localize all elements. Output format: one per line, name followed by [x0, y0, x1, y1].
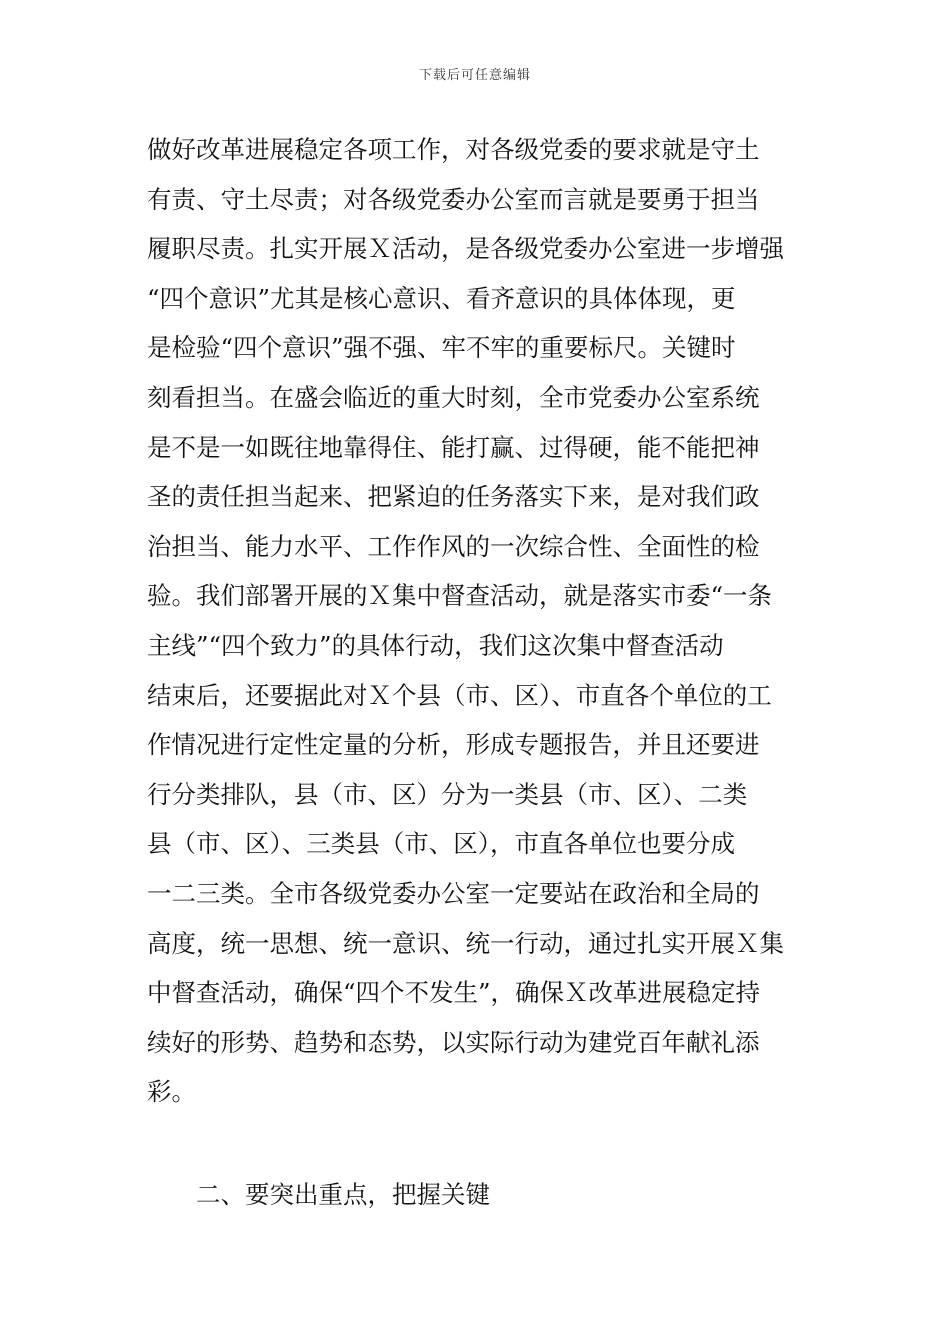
page-header: 下载后可任意编辑: [418, 68, 531, 83]
text-line: 验。我们部署开展的Ｘ集中督查活动，就是落实市委“一条: [147, 581, 773, 611]
section-heading: 二、要突出重点，把握关键: [196, 1180, 490, 1209]
body-paragraph: [147, 125, 817, 1117]
text-line: 结束后，还要据此对Ｘ个县（市、区）、市直各个单位的工: [147, 680, 772, 710]
text-line: “四个意识”尤其是核心意识、看齐意识的具体体现，更: [147, 283, 736, 313]
text-line: 治担当、能力水平、工作作风的一次综合性、全面性的检: [147, 531, 760, 561]
text-line: 履职尽责。扎实开展Ｘ活动，是各级党委办公室进一步增强: [147, 234, 784, 264]
text-line: 刻看担当。在盛会临近的重大时刻，全市党委办公室系统: [147, 382, 760, 412]
text-line: 是不是一如既往地靠得住、能打赢、过得硬，能不能把神: [147, 432, 760, 462]
text-line: 做好改革进展稳定各项工作，对各级党委的要求就是守土: [147, 135, 760, 164]
text-line: 圣的责任担当起来、把紧迫的任务落实下来，是对我们政: [147, 482, 760, 512]
text-line: 县（市、区）、三类县（市、区），市直各单位也要分成: [147, 829, 735, 859]
text-line: 行分类排队，县（市、区）分为一类县（市、区）、二类: [147, 779, 748, 809]
text-line: 高度，统一思想、统一意识、统一行动，通过扎实开展Ｘ集: [147, 928, 784, 958]
text-line: 续好的形势、趋势和态势，以实际行动为建党百年献礼添: [147, 1027, 760, 1057]
text-line: 主线”“四个致力”的具体行动，我们这次集中督查活动: [147, 630, 724, 660]
text-line: 中督查活动，确保“四个不发生”，确保Ｘ改革进展稳定持: [147, 978, 761, 1008]
text-line: 彩。: [147, 1077, 196, 1107]
text-line: 有责、守土尽责；对各级党委办公室而言就是要勇于担当: [147, 184, 760, 214]
text-line: 作情况进行定性定量的分析，形成专题报告，并且还要进: [147, 730, 760, 760]
text-line: 一二三类。全市各级党委办公室一定要站在政治和全局的: [147, 878, 760, 908]
text-line: 是检验“四个意识”强不强、牢不牢的重要标尺。关键时: [147, 333, 736, 363]
